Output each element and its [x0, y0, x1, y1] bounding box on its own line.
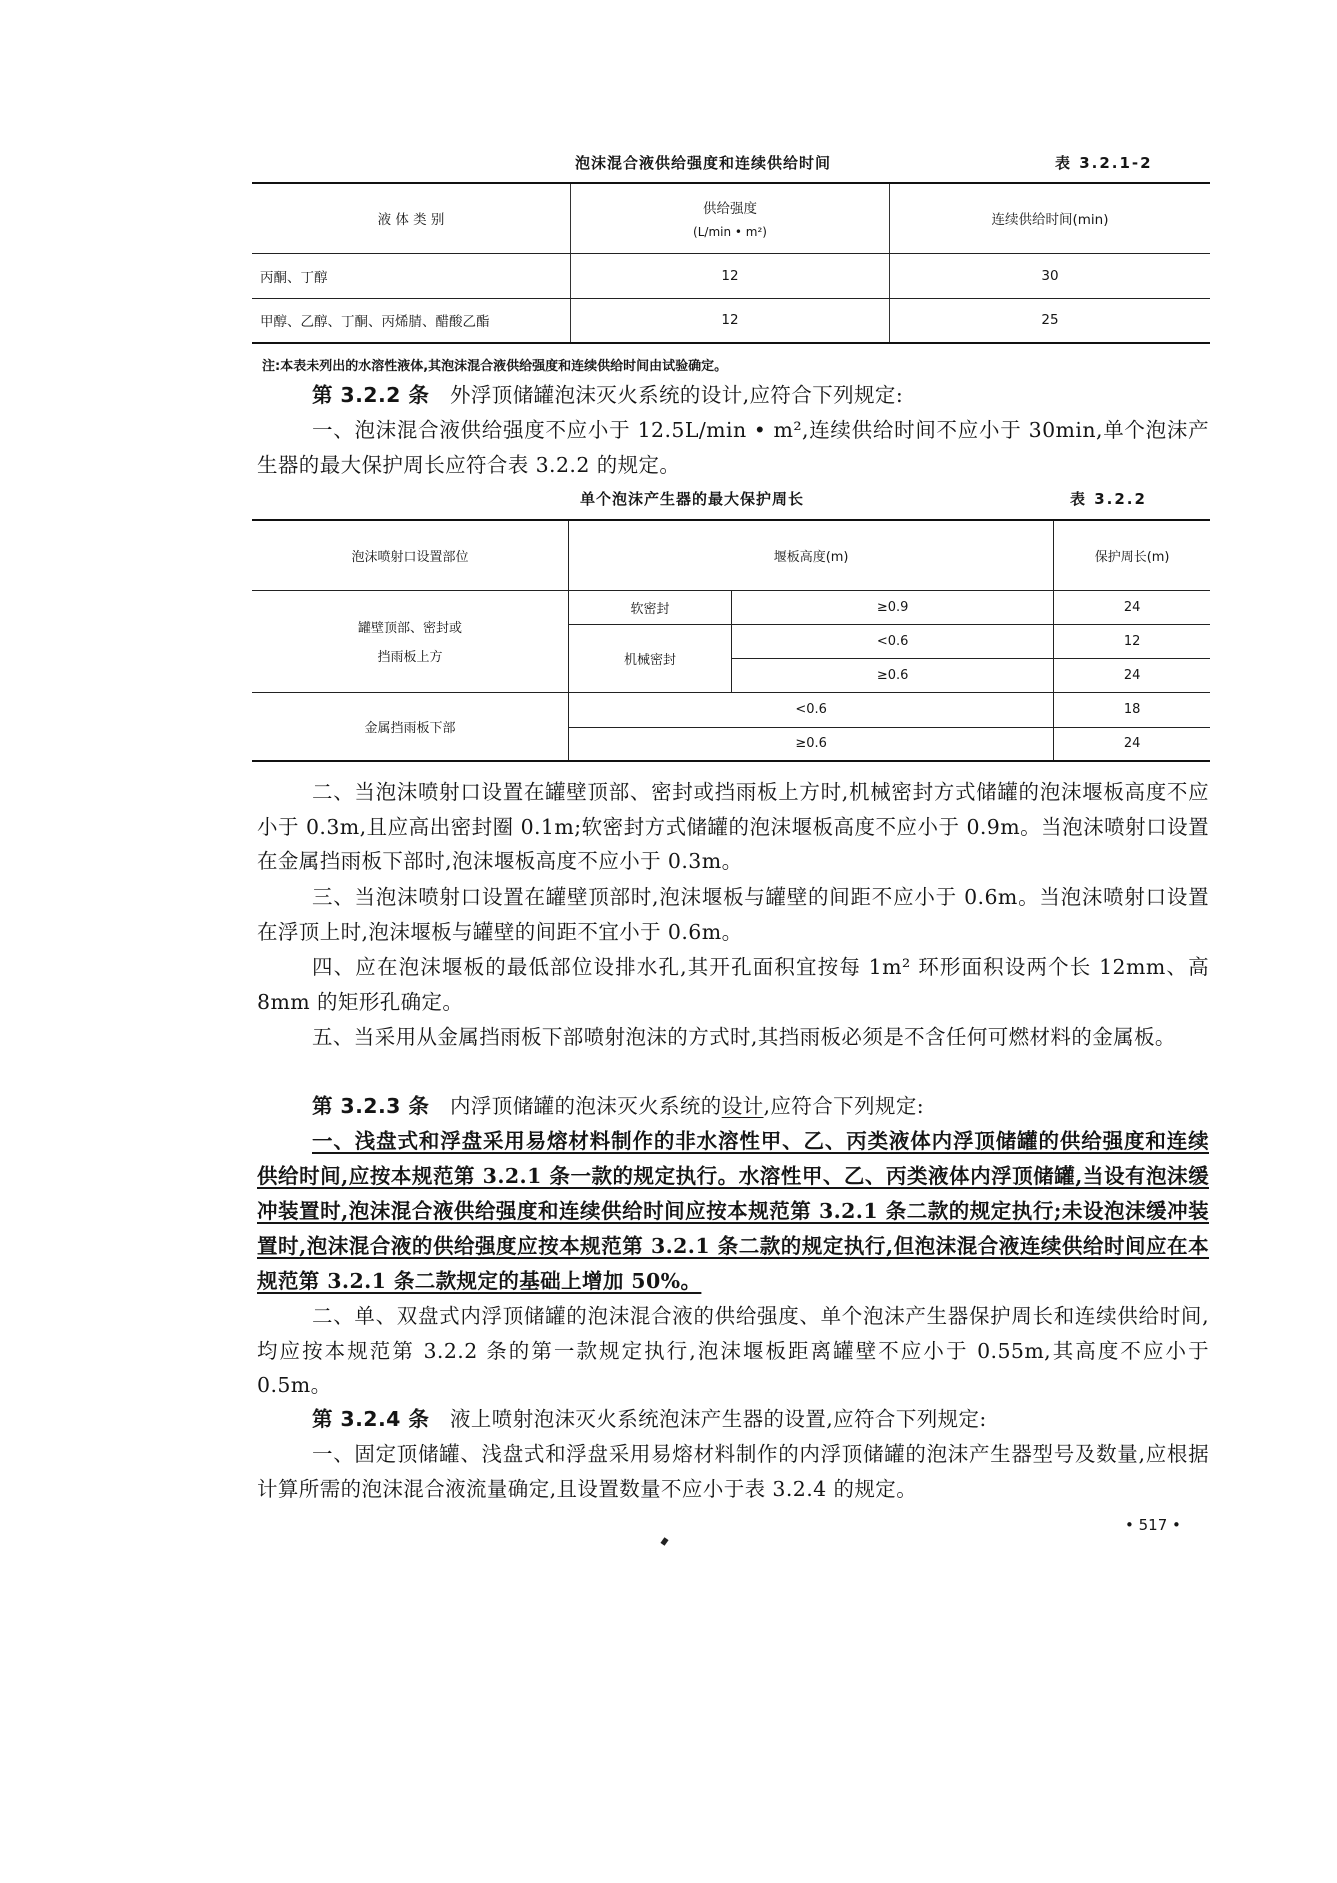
article-323-item1-text: 一、浅盘式和浮盘采用易熔材料制作的非水溶性甲、乙、丙类液体内浮顶储罐的供给强度和连续供给时间,应按本规范第 3.2.1 条一款的规定执行。水溶性甲、乙、丙类液体内浮顶储罐,当设有泡沫缓冲装置时,泡沫混合液供给强度和连续供给时间应按本规范第 3.2.1 条二款的规定执行;未设泡沫缓冲装置时,泡沫混合液的供给强度应按本规范第 3.2.1 条二款的规定执行,但泡沫混合液连续供给时间应在本规范第 3.2.1 条二款规定的基础上增加 50%。: [257, 1129, 1209, 1293]
article-322-label: 第 3.2.2 条: [312, 383, 430, 407]
article-323-text-b: 设计: [721, 1094, 764, 1118]
t1-row2-intensity: 12: [571, 298, 890, 343]
t2-group1-location: [252, 590, 569, 692]
t2-r2-height: <0.6: [732, 624, 1054, 658]
article-324-item1: 一、固定顶储罐、浅盘式和浮盘采用易熔材料制作的内浮顶储罐的泡沫产生器型号及数量,应根据计算所需的泡沫混合液流量确定,且设置数量不应小于表 3.2.4 的规定。: [257, 1442, 1209, 1501]
t2-group1-line2: 挡雨板上方: [377, 650, 443, 665]
article-324-text: 液上喷射泡沫灭火系统泡沫产生器的设置,应符合下列规定:: [450, 1407, 987, 1431]
t2-header-perimeter: 保护周长(m): [1054, 520, 1210, 590]
t1-header-time: 连续供给时间(min): [890, 183, 1211, 253]
t2-header-weir-height: 堰板高度(m): [569, 520, 1054, 590]
t1-header-liquid: 液 体 类 别: [252, 183, 571, 253]
article-323: [257, 1089, 1209, 1124]
t2-r4-height: <0.6: [569, 692, 1054, 727]
article-322-text: 外浮顶储罐泡沫灭火系统的设计,应符合下列规定:: [450, 383, 904, 407]
article-323-item2: 二、单、双盘式内浮顶储罐的泡沫混合液的供给强度、单个泡沫产生器保护周长和连续供给时间,均应按本规范第 3.2.2 条的第一款规定执行,泡沫堰板距离罐壁不应小于 0.55m,其高度不应小于 0.5m。: [257, 1304, 1209, 1397]
t2-mech-seal: 机械密封: [569, 624, 732, 692]
t1-row1-intensity: 12: [571, 253, 890, 298]
t1-header-intensity-unit: (L/min • m²): [693, 225, 767, 240]
paragraph-item4: 四、应在泡沫堰板的最低部位设排水孔,其开孔面积宜按每 1m² 环形面积设两个长 12mm、高 8mm 的矩形孔确定。: [257, 955, 1209, 1014]
t2-soft-seal: 软密封: [569, 590, 732, 624]
table2-number: 表 3.2.2: [1070, 490, 1147, 508]
article-324: [257, 1402, 1209, 1437]
article-323-text-a: 内浮顶储罐的泡沫灭火系统的: [450, 1094, 722, 1118]
t1-row1-time: 30: [890, 253, 1211, 298]
t1-row2-liquid: 甲醇、乙醇、丁酮、丙烯腈、醋酸乙酯: [252, 298, 571, 343]
table1-caption: 泡沫混合液供给强度和连续供给时间: [575, 154, 832, 172]
t1-header-intensity: [571, 183, 890, 253]
table2-caption: 单个泡沫产生器的最大保护周长: [580, 490, 805, 508]
table2: [252, 519, 1210, 762]
t1-row2-time: 25: [890, 298, 1211, 343]
t2-group1-line1: 罐壁顶部、密封或: [357, 621, 462, 636]
table1-number: 表 3.2.1-2: [1055, 154, 1153, 172]
t2-r5-height: ≥0.6: [569, 727, 1054, 761]
article-322-item1: 一、泡沫混合液供给强度不应小于 12.5L/min • m²,连续供给时间不应小于 30min,单个泡沫产生器的最大保护周长应符合表 3.2.2 的规定。: [257, 418, 1209, 477]
article-323-text-c: ,应符合下列规定:: [763, 1094, 925, 1118]
scan-speck: [660, 1537, 668, 1546]
t2-r1-height: ≥0.9: [732, 590, 1054, 624]
table1: [252, 182, 1210, 344]
t2-r3-height: ≥0.6: [732, 658, 1054, 692]
t2-r5-perimeter: 24: [1054, 727, 1210, 761]
table1-note: 注:本表未列出的水溶性液体,其泡沫混合液供给强度和连续供给时间由试验确定。: [262, 359, 728, 374]
t2-r3-perimeter: 24: [1054, 658, 1210, 692]
t2-r4-perimeter: 18: [1054, 692, 1210, 727]
paragraph-item3: 三、当泡沫喷射口设置在罐壁顶部时,泡沫堰板与罐壁的间距不应小于 0.6m。当泡沫喷射口设置在浮顶上时,泡沫堰板与罐壁的间距不宜小于 0.6m。: [257, 885, 1209, 944]
t1-header-intensity-label: 供给强度: [703, 201, 757, 218]
paragraph-item5: 五、当采用从金属挡雨板下部喷射泡沫的方式时,其挡雨板必须是不含任何可燃材料的金属板。: [312, 1025, 1176, 1049]
article-324-label: 第 3.2.4 条: [312, 1407, 430, 1431]
article-323-item1: [257, 1124, 1209, 1299]
t2-r2-perimeter: 12: [1054, 624, 1210, 658]
t2-r1-perimeter: 24: [1054, 590, 1210, 624]
t2-group2-location: 金属挡雨板下部: [252, 692, 569, 761]
page-number: • 517 •: [1125, 1516, 1181, 1534]
t1-row1-liquid: 丙酮、丁醇: [252, 253, 571, 298]
paragraph-item2: 二、当泡沫喷射口设置在罐壁顶部、密封或挡雨板上方时,机械密封方式储罐的泡沫堰板高度不应小于 0.3m,且应高出密封圈 0.1m;软密封方式储罐的泡沫堰板高度不应小于 0.9m。当泡沫喷射口设置在金属挡雨板下部时,泡沫堰板高度不应小于 0.3m。: [257, 780, 1209, 873]
article-323-label: 第 3.2.3 条: [312, 1094, 430, 1118]
t2-header-location: 泡沫喷射口设置部位: [252, 520, 569, 590]
article-322: [257, 378, 1209, 413]
